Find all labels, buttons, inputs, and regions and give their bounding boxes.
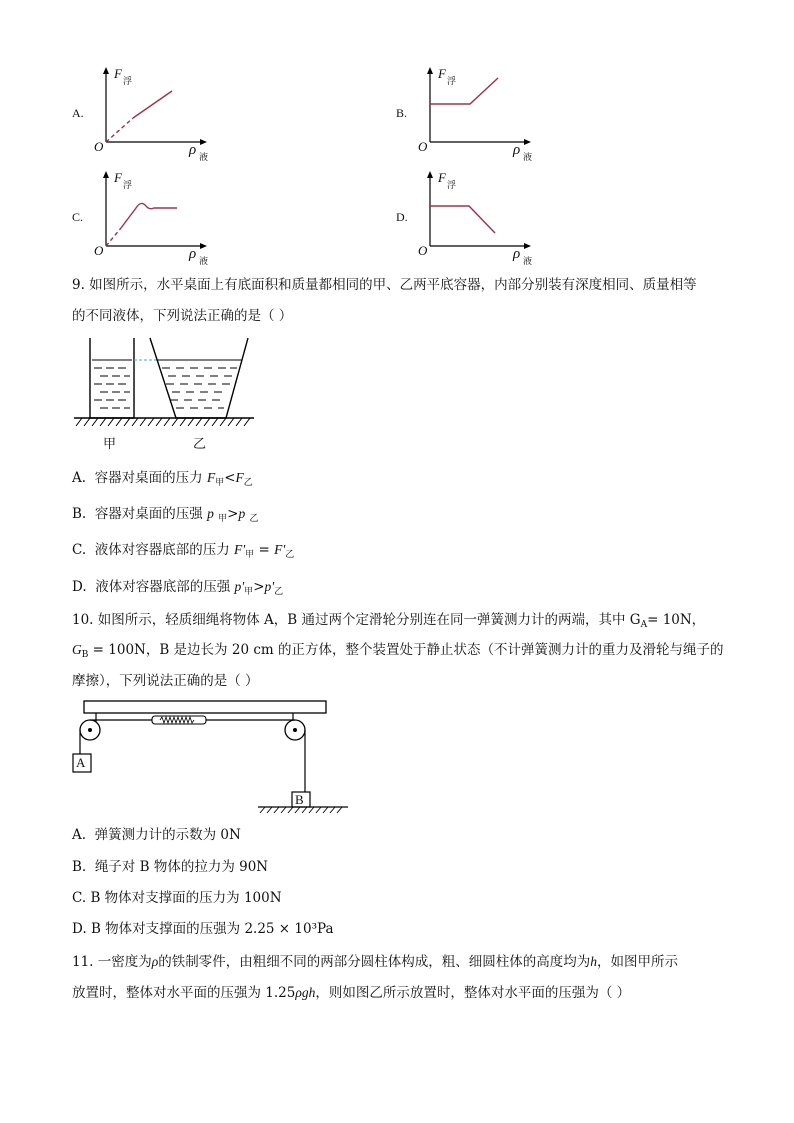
expr-b: F xyxy=(235,470,244,485)
q10-option-a[interactable] xyxy=(72,826,241,844)
option-text: 液体对容器底部的压强 xyxy=(95,579,231,595)
x-sub: 液 xyxy=(199,257,209,267)
x-label: ρ xyxy=(189,246,197,262)
y-label: F xyxy=(438,66,446,81)
graph-c-svg xyxy=(70,166,220,266)
option-letter: B. xyxy=(72,506,87,522)
x-arrow xyxy=(524,243,531,249)
x-label: ρ xyxy=(513,246,521,262)
expr-b: p xyxy=(238,506,246,521)
stem-sub: A xyxy=(640,620,648,630)
expr-b: F' xyxy=(274,542,286,557)
y-arrow xyxy=(427,67,433,74)
stem-sub: B xyxy=(81,650,89,660)
stem-text: 11. 一密度为 xyxy=(72,954,152,970)
option-letter: C. xyxy=(72,890,87,906)
sub-b: 乙 xyxy=(274,587,284,597)
q10-pulley-figure xyxy=(72,698,352,816)
y-arrow xyxy=(103,171,109,178)
graph-a-svg xyxy=(70,62,220,162)
label-yi: 乙 xyxy=(193,437,207,452)
q10-stem-line1 xyxy=(72,611,705,634)
table-hatch xyxy=(76,418,250,426)
option-letter: D. xyxy=(72,921,87,937)
q10-stem-line3: 摩擦），下列说法正确的是（ ） xyxy=(72,673,259,689)
x-sub: 液 xyxy=(523,153,533,163)
stem-text: 10. 如图所示，轻质细绳将物体 A，B 通过两个定滑轮分别连在同一弹簧测力计的两端，其中 G xyxy=(72,612,641,628)
stem-text: ，如图甲所示 xyxy=(597,954,678,970)
x-arrow xyxy=(200,243,207,249)
q8-graph-b xyxy=(396,62,546,162)
support-bar xyxy=(84,701,326,713)
expr-a: p xyxy=(207,506,214,521)
expr-a: F xyxy=(206,470,216,485)
option-letter: A. xyxy=(72,106,84,120)
option-text: 液体对容器底部的压力 xyxy=(94,542,230,558)
sub-a: 甲 xyxy=(218,514,228,524)
curve-dashed xyxy=(106,118,133,142)
x-label: ρ xyxy=(513,142,521,158)
q9-stem-line1: 9. 如图所示，水平桌面上有底面积和质量都相同的甲、乙两平底容器，内部分别装有深度相同、质量相等 xyxy=(72,277,697,293)
sub-a: 甲 xyxy=(245,550,255,560)
origin: O xyxy=(94,139,104,154)
x-label: ρ xyxy=(189,142,197,158)
y-arrow xyxy=(427,171,433,178)
relation: = xyxy=(258,542,270,558)
x-arrow xyxy=(200,139,207,145)
q9-option-a[interactable] xyxy=(72,469,253,492)
origin: O xyxy=(418,243,428,258)
y-sub: 浮 xyxy=(447,181,457,191)
q9-option-b[interactable] xyxy=(72,505,259,528)
stem-tail: = 10N， xyxy=(647,612,706,628)
q8-graph-c xyxy=(70,166,220,266)
relation: > xyxy=(253,579,265,595)
sub-b: 乙 xyxy=(285,550,295,560)
option-letter: D. xyxy=(72,579,87,595)
stem-rest: = 100N，B 是边长为 20 cm 的正方体，整个装置处于静止状态（不计弹簧测力计的重力及滑轮与绳子的 xyxy=(88,642,724,658)
sub-a: 甲 xyxy=(244,587,254,597)
stem-g: G xyxy=(72,642,82,657)
option-text: B 物体对支撑面的压强为 2.25 × 10³Pa xyxy=(90,921,334,937)
block-a-label: A xyxy=(76,755,86,770)
x-arrow xyxy=(524,139,531,145)
option-text: B 物体对支撑面的压力为 100N xyxy=(90,890,282,906)
expr-a: F' xyxy=(234,542,246,557)
q10-option-d[interactable] xyxy=(72,920,334,938)
q11-stem-line1 xyxy=(72,953,678,971)
q9-option-c[interactable] xyxy=(72,541,294,564)
option-letter: D. xyxy=(396,210,408,224)
y-label: F xyxy=(114,170,122,185)
h-symbol: h xyxy=(590,954,597,969)
y-label: F xyxy=(114,66,122,81)
q8-graph-a xyxy=(70,62,220,162)
option-text: 容器对桌面的压力 xyxy=(94,470,203,486)
q11-stem-line2 xyxy=(72,984,630,1002)
q8-graph-d xyxy=(396,166,546,266)
x-sub: 液 xyxy=(523,257,533,267)
rho-symbol: ρ xyxy=(151,954,159,969)
origin: O xyxy=(418,139,428,154)
option-text: 绳子对 B 物体的拉力为 90N xyxy=(94,859,269,875)
liquid-yi xyxy=(162,368,237,408)
option-letter: B. xyxy=(396,106,408,120)
curve-solid xyxy=(121,203,177,228)
origin: O xyxy=(94,243,104,258)
option-letter: A. xyxy=(72,827,87,843)
curve-dashed xyxy=(106,228,121,246)
stem-text: ，则如图乙所示放置时，整体对水平面的压强为（ ） xyxy=(315,985,631,1001)
q9-stem-line2: 的不同液体，下列说法正确的是（ ） xyxy=(72,308,293,324)
sub-b: 乙 xyxy=(243,478,253,488)
option-letter: A. xyxy=(72,470,87,486)
option-text: 容器对桌面的压强 xyxy=(94,506,203,522)
option-letter: C. xyxy=(72,210,84,224)
q9-containers-figure xyxy=(72,334,262,430)
y-sub: 浮 xyxy=(123,181,133,191)
right-pulley-axle xyxy=(293,728,297,732)
stem-text: 放置时，整体对水平面的压强为 1.25 xyxy=(72,985,296,1001)
label-jia: 甲 xyxy=(103,437,117,452)
block-b-label: B xyxy=(295,792,304,807)
q10-option-b[interactable] xyxy=(72,858,268,876)
relation: > xyxy=(227,506,239,522)
y-sub: 浮 xyxy=(447,77,457,87)
x-sub: 液 xyxy=(199,153,209,163)
q10-option-c[interactable] xyxy=(72,889,282,907)
expr-b: p' xyxy=(264,579,275,594)
stem-text: 的铁制零件，由粗细不同的两部分圆柱体构成，粗、细圆柱体的高度均为 xyxy=(158,954,591,970)
q10-stem-line2 xyxy=(72,641,723,664)
container-jia xyxy=(90,338,134,418)
curve xyxy=(430,206,495,233)
option-text: 弹簧测力计的示数为 0N xyxy=(94,827,241,843)
sub-a: 甲 xyxy=(215,478,225,488)
y-sub: 浮 xyxy=(123,77,133,87)
y-label: F xyxy=(438,170,446,185)
curve-solid xyxy=(133,91,172,118)
left-pulley-axle xyxy=(88,728,92,732)
container-yi xyxy=(150,338,248,418)
sub-b: 乙 xyxy=(249,514,259,524)
option-letter: C. xyxy=(72,542,87,558)
expr-a: p' xyxy=(234,579,245,594)
relation: < xyxy=(224,470,236,486)
q9-option-d[interactable] xyxy=(72,578,283,601)
option-letter: B. xyxy=(72,859,87,875)
rhogh-expr: ρgh xyxy=(295,985,316,1000)
liquid-jia xyxy=(94,368,130,408)
y-arrow xyxy=(103,67,109,74)
